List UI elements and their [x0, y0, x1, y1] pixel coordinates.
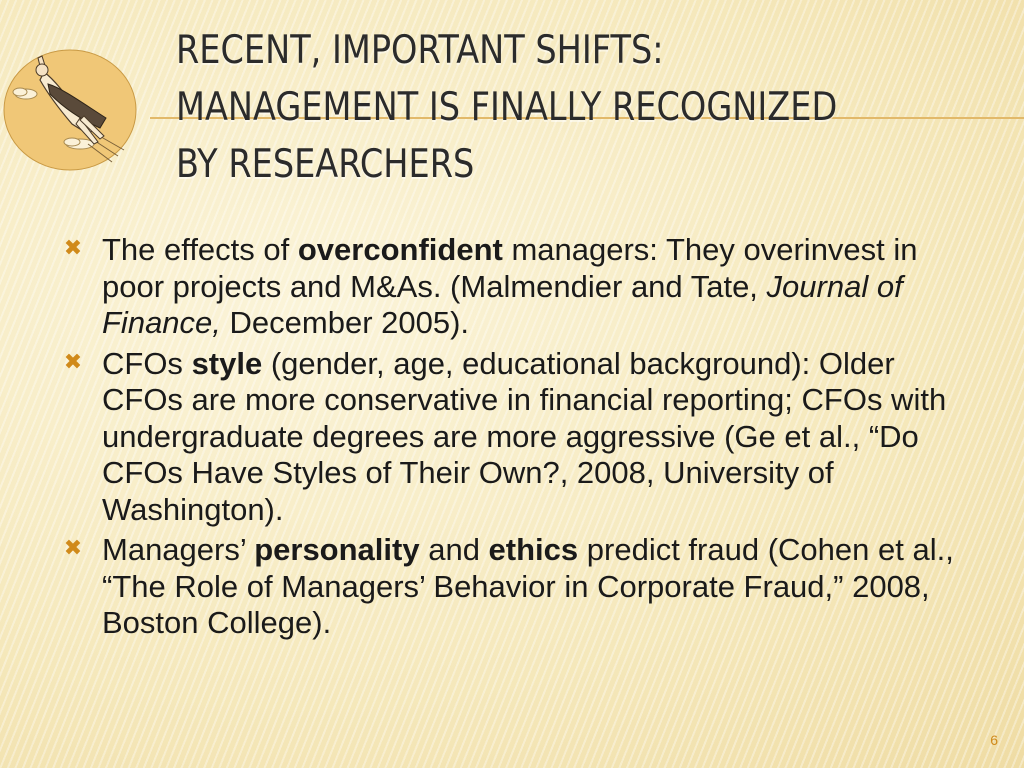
slide-title [176, 22, 890, 193]
bullet-text: Managers’ [102, 532, 255, 567]
title-line-3: BY RESEARCHERS [176, 142, 475, 187]
bullet-text: managers: They overinvest in poor projects and M&As. (Malmendier and Tate, [102, 232, 918, 304]
bullet-bold-text: personality [254, 532, 420, 567]
bullet-item [62, 232, 982, 342]
bullet-text: CFOs [102, 345, 192, 381]
bullet-text: The effects of [102, 232, 298, 267]
title-line-2: MANAGEMENT IS FINALLY RECOGNIZED [176, 85, 838, 130]
x-mark-bullet-icon: ✖ [63, 236, 83, 261]
title-line-1: RECENT, IMPORTANT SHIFTS: [176, 28, 664, 73]
bullet-item [62, 532, 982, 642]
bullet-text: (gender, age, educational background): Older CFOs are more conservative in financial reporting; CFOs with undergraduate degrees are more aggressive (Ge et al., “Do CFOs Have Styles of Their Own?, 2008, University of Washington). [102, 345, 947, 527]
bullet-italic-text: Journal of Finance, [102, 268, 903, 340]
bullet-bold-text: style [191, 345, 263, 381]
superhero-flying-figure-icon [0, 44, 145, 174]
bullet-list [62, 232, 982, 646]
bullet-text: and [419, 532, 489, 567]
bullet-bold-text: ethics [488, 532, 579, 567]
x-mark-bullet-icon: ✖ [63, 536, 83, 561]
bullet-item [62, 346, 982, 529]
bullet-bold-text: overconfident [297, 232, 503, 267]
page-number: 6 [990, 732, 998, 748]
bullet-text: December 2005). [220, 305, 470, 340]
x-mark-bullet-icon: ✖ [63, 349, 83, 375]
bullet-text: predict fraud (Cohen et al., “The Role of Managers’ Behavior in Corporate Fraud,” 2008, Boston College). [102, 532, 954, 640]
